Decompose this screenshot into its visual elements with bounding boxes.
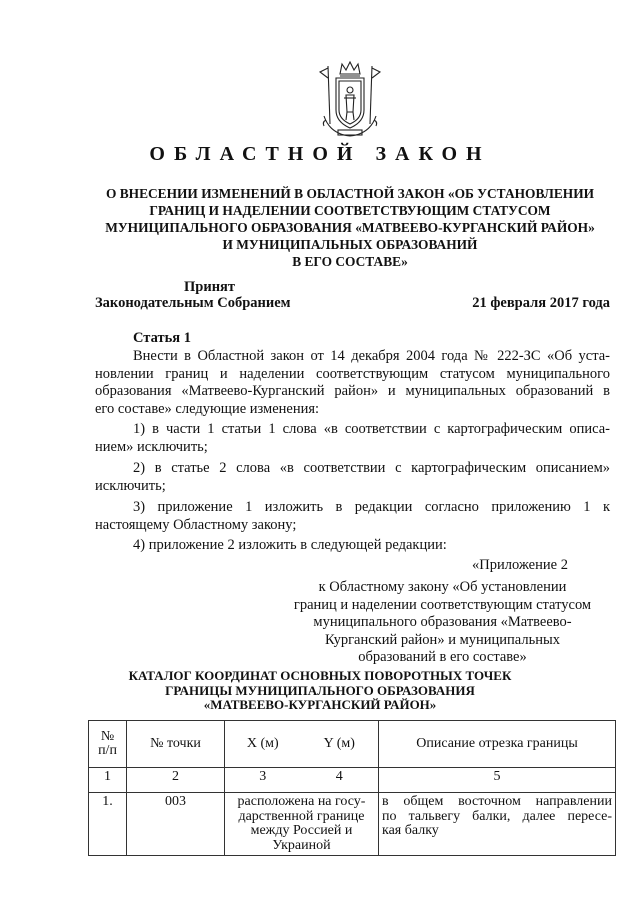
column-number: 2 [127, 768, 225, 793]
appendix-reference-line: границ и наделении соответствующим статусом [293, 596, 592, 613]
point-position [225, 793, 379, 856]
law-title-line: МУНИЦИПАЛЬНОГО ОБРАЗОВАНИЯ «МАТВЕЕВО-КУРГАНСКИЙ РАЙОН» [105, 220, 595, 235]
position-line: Украиной [272, 837, 331, 853]
appendix-reference [270, 579, 615, 667]
column-number-row [89, 768, 616, 793]
row-number: 1. [89, 793, 127, 856]
adopted-by-body: Законодательным Собранием [95, 295, 291, 311]
document-type-heading: ОБЛАСТНОЙ ЗАКОН [149, 143, 491, 165]
adoption-date: 21 февраля 2017 года [472, 295, 610, 311]
position-line: между Россией и [250, 823, 353, 838]
paragraph-line: образования «Матвеево-Курганский район» и муниципальных образований в [95, 383, 610, 399]
header-segment-description: Описание отрезка границы [379, 721, 616, 768]
article-intro-paragraph [95, 348, 610, 418]
appendix-title: «Приложение 2 [472, 557, 568, 573]
description-line: кая балку [382, 823, 439, 838]
paragraph-line: 1) в части 1 статьи 1 слова «в соответствии с картографическим описа- [133, 421, 610, 437]
law-title [90, 185, 610, 270]
paragraph-line: 4) приложение 2 изложить в следующей редакции: [133, 537, 447, 553]
catalog-title-line: «МАТВЕЕВО-КУРГАНСКИЙ РАЙОН» [203, 697, 437, 712]
article-item-3 [95, 499, 610, 534]
law-title-line: ГРАНИЦ И НАДЕЛЕНИИ СООТВЕТСТВУЮЩИМ СТАТУСОМ [149, 203, 551, 218]
header-row-number [89, 721, 127, 768]
point-number: 003 [127, 793, 225, 856]
law-title-line: О ВНЕСЕНИИ ИЗМЕНЕНИЙ В ОБЛАСТНОЙ ЗАКОН «ОБ УСТАНОВЛЕНИИ [105, 186, 595, 201]
article-item-4 [95, 537, 610, 555]
column-number: 1 [89, 768, 127, 793]
adopted-label: Принят [184, 279, 236, 295]
paragraph-line: 2) в статье 2 слова «в соответствии с картографическим описанием» [133, 460, 610, 476]
header-text: п/п [98, 743, 117, 758]
paragraph-line: нием» исключить; [95, 438, 208, 455]
coat-of-arms-emblem [316, 60, 384, 140]
column-number: 3 [225, 768, 301, 793]
column-number: 4 [301, 768, 379, 793]
paragraph-line: новлении границ и наделении соответствующим статусом муниципального [95, 365, 610, 382]
paragraph-line: Внести в Областной закон от 14 декабря 2004 года № 222-ЗС «Об уста- [133, 348, 610, 364]
catalog-title [60, 669, 580, 713]
law-title-line: В ЕГО СОСТАВЕ» [292, 254, 408, 269]
description-line: по тальвегу балки, далее пересе- [382, 808, 612, 824]
header-point-number: № точки [127, 721, 225, 768]
header-x-coordinate: X (м) [225, 721, 301, 768]
position-line: дарственной границе [238, 808, 365, 824]
column-number: 5 [379, 768, 616, 793]
coordinates-table [88, 720, 616, 856]
segment-description [379, 793, 616, 856]
article-item-2 [95, 460, 610, 495]
table-row [89, 793, 616, 856]
article-item-1 [95, 421, 610, 456]
law-title-line: И МУНИЦИПАЛЬНЫХ ОБРАЗОВАНИЙ [222, 237, 478, 252]
header-text: № [100, 728, 115, 744]
appendix-reference-line: Курганский район» и муниципальных [325, 631, 560, 648]
appendix-reference-line: муниципального образования «Матвеево- [313, 614, 572, 630]
appendix-reference-line: к Областному закону «Об установлении [318, 579, 567, 595]
article-heading: Статья 1 [133, 330, 191, 346]
catalog-title-line: КАТАЛОГ КООРДИНАТ ОСНОВНЫХ ПОВОРОТНЫХ ТОЧЕК [128, 668, 512, 683]
table-header-row [89, 721, 616, 768]
paragraph-line: 3) приложение 1 изложить в редакции согласно приложению 1 к [133, 499, 610, 515]
position-line: расположена на госу- [237, 794, 366, 809]
paragraph-line: его составе» следующие изменения: [95, 400, 320, 417]
header-y-coordinate: Y (м) [301, 721, 379, 768]
catalog-title-line: ГРАНИЦЫ МУНИЦИПАЛЬНОГО ОБРАЗОВАНИЯ [165, 682, 475, 698]
paragraph-line: исключить; [95, 477, 166, 494]
description-line: в общем восточном направлении [382, 794, 612, 809]
appendix-reference-line: образований в его составе» [358, 649, 527, 665]
paragraph-line: настоящему Областному закону; [95, 516, 297, 533]
